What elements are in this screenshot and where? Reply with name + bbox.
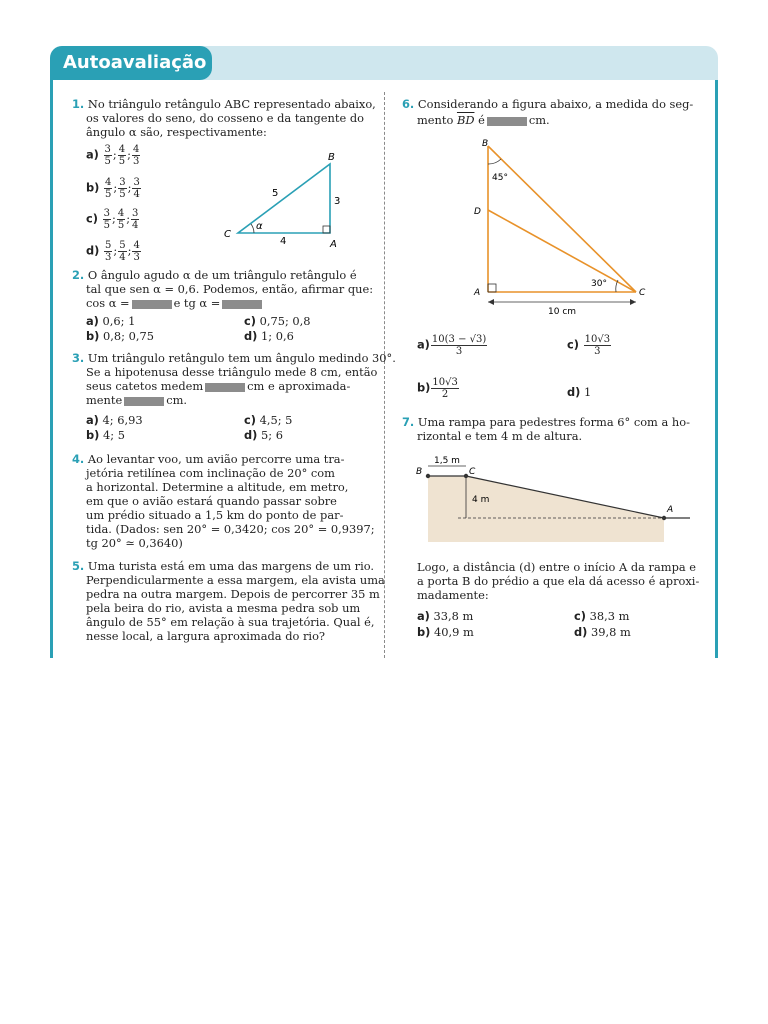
q5-line-4: pela beira do rio, avista a mesma pedra sob um [86, 601, 361, 615]
q3-blank-2 [124, 397, 164, 406]
q1-vertical-leg-label: 3 [334, 196, 341, 207]
q7-ground-fill [428, 476, 664, 542]
q1-fraction: $\frac{3}{5}$ [104, 144, 111, 167]
q1-vertex-c: C [224, 229, 231, 240]
q3-option-c: c) 4,5; 5 [244, 413, 293, 427]
q2-blank-2 [222, 300, 262, 309]
left-border [50, 80, 53, 658]
q6-line-1: 6. Considerando a figura abaixo, a medida do seg- [402, 97, 694, 111]
q7-ramp-figure [414, 452, 694, 544]
q7-option-a: a) 33,8 m [417, 609, 474, 623]
q1-fraction: $\frac{4}{3}$ [132, 144, 140, 167]
q7-line-2: rizontal e tem 4 m de altura. [417, 429, 583, 443]
q1-fraction: $\frac{3}{5}$ [103, 208, 110, 231]
q2-option-b: b) 0,8; 0,75 [86, 329, 154, 343]
q3-blank-1 [205, 383, 245, 392]
q1-vertex-b: B [328, 152, 335, 163]
q3-line-2: Se a hipotenusa desse triângulo mede 8 cm, então [86, 365, 378, 379]
q1-right-angle-mark [323, 226, 330, 233]
q5-line-1: 5. Uma turista está em uma das margens de um rio. [72, 559, 375, 573]
q3-line-3: seus catetos medem cm e aproximada- [86, 379, 351, 393]
q7-point-a [662, 516, 666, 520]
q7-option-c: c) 38,3 m [574, 609, 630, 623]
q7-option-b: b) 40,9 m [417, 625, 474, 639]
q7-label-b: B [416, 467, 423, 477]
q5-line-5: ângulo de 55° em relação à sua trajetória. Qual é, [86, 615, 375, 629]
q4-line-1: 4. Ao levantar voo, um avião percorre uma tra- [72, 452, 345, 466]
q4-line-3: a horizontal. Determine a altitude, em metro, [86, 480, 349, 494]
q1-fraction: $\frac{3}{4}$ [133, 177, 140, 200]
q6-blank [487, 117, 527, 126]
q3-line-4: mente cm. [86, 393, 188, 407]
q7-height-label: 4 m [472, 495, 490, 505]
q6-segment-dc [488, 210, 636, 292]
q1-line-2: os valores do seno, do cosseno e da tangente do [86, 111, 364, 125]
q1-vertex-a: A [330, 239, 337, 250]
q4-line-6: tida. (Dados: sen 20° = 0,3420; cos 20° = 0,9397; [86, 522, 375, 536]
q2-option-d: d) 1; 0,6 [244, 329, 294, 343]
q1-line-1: 1. No triângulo retângulo ABC representado abaixo, [72, 97, 376, 111]
q1-fraction: $\frac{3}{5}$ [119, 177, 126, 200]
q7-after-2: a porta B do prédio a que ela dá acesso é aproxi- [417, 574, 700, 588]
q7-after-3: madamente: [417, 588, 489, 602]
q7-option-d: d) 39,8 m [574, 625, 631, 639]
q1-fraction: $\frac{4}{3}$ [133, 240, 140, 263]
q1-fraction: $\frac{4}{5}$ [105, 177, 112, 200]
q1-hyp-label: 5 [272, 188, 279, 199]
q6-vertex-c: C [639, 288, 646, 298]
q3-option-a: a) 4; 6,93 [86, 413, 143, 427]
q6-option-c: c) $\frac{10√3}{3}$ [567, 334, 611, 357]
q6-angle-b-arc [488, 159, 501, 164]
q6-segment-bd: $\overline{BD}$ [456, 113, 475, 127]
q1-fraction: $\frac{3}{4}$ [132, 208, 139, 231]
q1-horizontal-leg-label: 4 [280, 236, 287, 247]
q1-fraction: $\frac{4}{5}$ [117, 208, 125, 231]
q6-base-label: 10 cm [548, 307, 577, 317]
q5-line-2: Perpendicularmente a essa margem, ela avista uma [86, 573, 385, 587]
q2-line-2: tal que sen α = 0,6. Podemos, então, afirmar que: [86, 282, 374, 296]
q6-vertex-d: D [474, 207, 481, 217]
q6-right-angle-mark [488, 284, 496, 292]
q7-point-c [464, 474, 468, 478]
q3-line-1: 3. Um triângulo retângulo tem um ângulo medindo 30°. [72, 351, 396, 365]
q5-line-6: nesse local, a largura aproximada do rio? [86, 629, 326, 643]
q1-option-b: b) $\frac{4}{5}$ ; $\frac{3}{5}$ ; $\frac{3}{4}$ [86, 177, 140, 200]
q2-line-1: 2. O ângulo agudo α de um triângulo retângulo é [72, 268, 357, 282]
q7-point-b [426, 474, 430, 478]
q5-line-3: pedra na outra margem. Depois de percorrer 35 m [86, 587, 380, 601]
q6-dimension-arrow-right [630, 299, 636, 305]
q6-option-a: a) $\frac{10(3 - √3)}{3}$ [417, 334, 487, 357]
q7-after-1: Logo, a distância (d) entre o início A da rampa e [417, 560, 697, 574]
q1-option-d: d) $\frac{5}{3}$ ; $\frac{5}{4}$ ; $\frac{4}{3}$ [86, 240, 140, 263]
q1-fraction: $\frac{5}{4}$ [119, 240, 126, 263]
section-title: Autoavaliação [50, 46, 212, 80]
q3-option-d: d) 5; 6 [244, 428, 283, 442]
q1-line-3: ângulo α são, respectivamente: [86, 125, 267, 139]
q2-option-c: c) 0,75; 0,8 [244, 314, 311, 328]
q1-option-c: c) $\frac{3}{5}$ ; $\frac{4}{5}$ ; $\frac{3}{4}$ [86, 208, 139, 231]
q7-label-c: C [469, 467, 476, 477]
q4-line-7: tg 20° ≃ 0,3640) [86, 536, 183, 550]
q6-angle-b-label: 45° [492, 173, 508, 183]
q2-blank-1 [132, 300, 172, 309]
q7-top-length: 1,5 m [434, 456, 460, 466]
q7-label-a: A [667, 505, 674, 515]
q1-alpha-arc [251, 224, 254, 233]
q1-fraction: $\frac{4}{5}$ [118, 144, 126, 167]
q6-angle-c-label: 30° [591, 279, 607, 289]
q3-option-b: b) 4; 5 [86, 428, 125, 442]
q6-figure [466, 134, 666, 318]
q1-alpha-label: α [256, 221, 263, 232]
q6-vertex-a: A [474, 288, 481, 298]
q6-dimension-arrow-left [488, 299, 494, 305]
q1-triangle-figure [216, 148, 366, 250]
q6-option-b: b) $\frac{10√3}{2}$ [417, 377, 458, 400]
q6-option-d: d) 1 [567, 385, 592, 399]
q2-option-a: a) 0,6; 1 [86, 314, 136, 328]
q6-vertex-b: B [482, 139, 489, 149]
q6-side-bc [488, 146, 636, 292]
q4-line-5: um prédio situado a 1,5 km do ponto de par- [86, 508, 344, 522]
q4-line-4: em que o avião estará quando passar sobre [86, 494, 337, 508]
right-border [715, 80, 718, 658]
q6-line-2: mento $\overline{BD}$ é cm. [417, 113, 550, 127]
q4-line-2: jetória retilínea com inclinação de 20° com [86, 466, 335, 480]
q1-option-a: a) $\frac{3}{5}$ ; $\frac{4}{5}$ ; $\frac{4}{3}$ [86, 144, 140, 167]
q1-fraction: $\frac{5}{3}$ [105, 240, 112, 263]
q7-line-1: 7. Uma rampa para pedestres forma 6° com a ho- [402, 415, 690, 429]
q2-line-3: cos α = e tg α = [86, 297, 264, 310]
q1-triangle [238, 164, 330, 233]
